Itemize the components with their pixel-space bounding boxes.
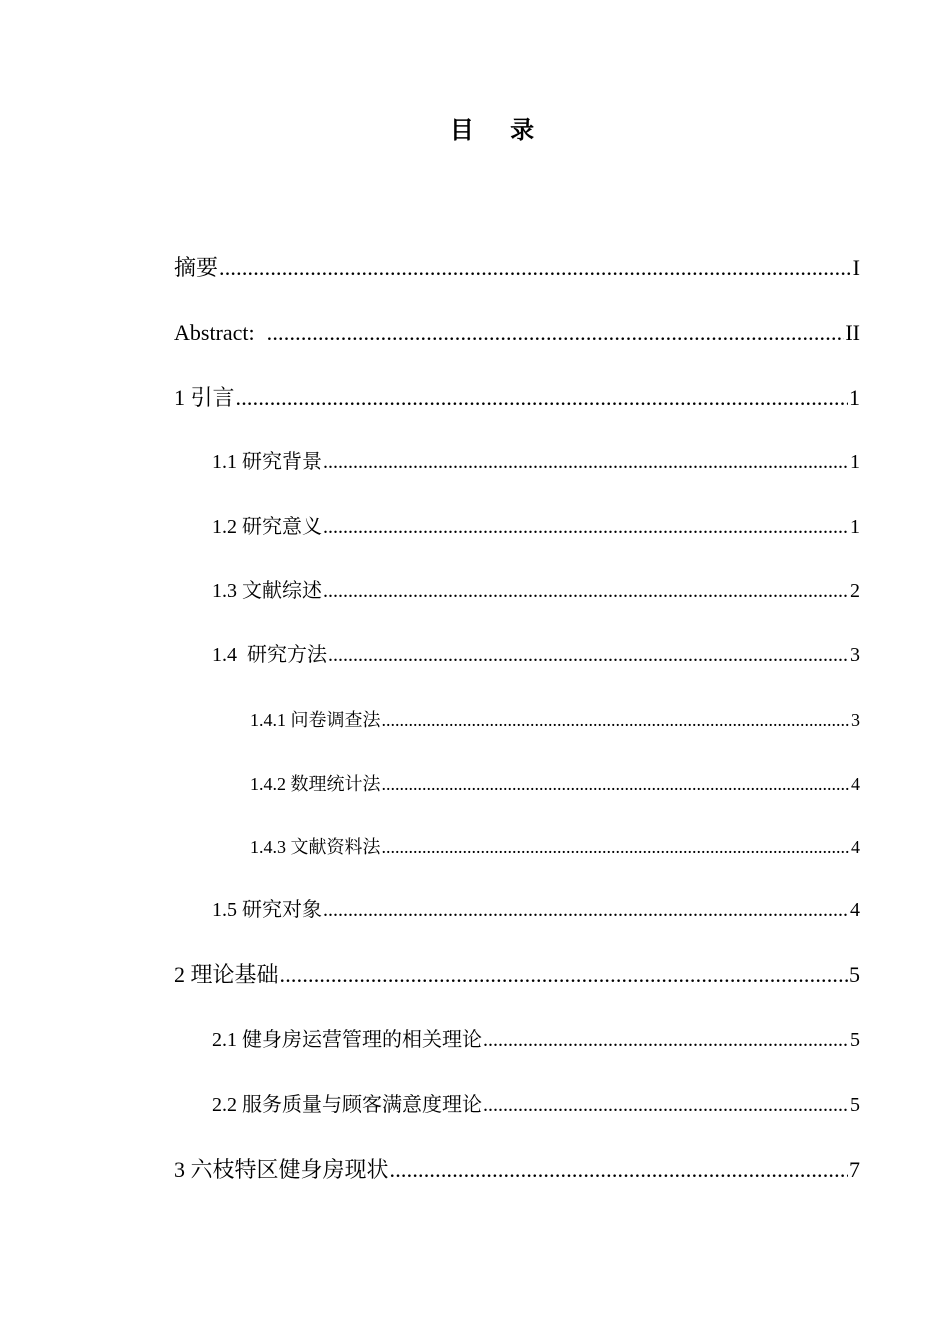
page-title: 目 录 — [449, 116, 549, 144]
toc-entry-text: 2.1 健身房运营管理的相关理论 — [212, 1029, 482, 1051]
toc-entry-chapter-1[interactable] — [174, 382, 860, 414]
toc-entry-text: 3 六枝特区健身房现状 — [174, 1157, 389, 1182]
toc-entry-text: 2 理论基础 — [174, 962, 279, 987]
toc-page-number: 1 — [850, 451, 860, 473]
toc-entry-section-1-1[interactable] — [212, 447, 860, 477]
toc-page-number: 3 — [851, 710, 860, 730]
toc-entry-section-1-4[interactable] — [212, 640, 860, 670]
toc-entry-text: 1.4.2 数理统计法 — [250, 774, 381, 794]
toc-entry-section-1-5[interactable] — [212, 895, 860, 925]
toc-entry-section-1-4-1[interactable] — [250, 706, 860, 734]
toc-page-number: 4 — [851, 837, 860, 857]
toc-dot-leader — [390, 1154, 848, 1186]
toc-page-number: 4 — [851, 774, 860, 794]
toc-page-number: 5 — [849, 962, 860, 987]
toc-dot-leader — [323, 447, 849, 477]
toc-dot-leader — [323, 576, 849, 606]
toc-dot-leader — [483, 1025, 849, 1055]
toc-entry-chapter-3[interactable] — [174, 1154, 860, 1186]
toc-entry-section-1-3[interactable] — [212, 576, 860, 606]
toc-page-number: 5 — [850, 1029, 860, 1051]
toc-dot-leader — [236, 382, 848, 414]
toc-entry-text: 1.1 研究背景 — [212, 451, 322, 473]
toc-dot-leader — [323, 512, 849, 542]
toc-page-number: 7 — [849, 1157, 860, 1182]
toc-dot-leader — [382, 770, 851, 798]
toc-dot-leader — [280, 959, 848, 991]
toc-entry-text: Abstract: — [174, 320, 266, 345]
toc-dot-leader — [267, 317, 845, 349]
toc-dot-leader — [483, 1090, 849, 1120]
toc-dot-leader — [328, 640, 849, 670]
toc-entry-text: 1.4.3 文献资料法 — [250, 837, 381, 857]
toc-page-number: 2 — [850, 580, 860, 602]
toc-entry-text: 1 引言 — [174, 385, 235, 410]
toc-entry-text: 1.3 文献综述 — [212, 580, 322, 602]
toc-entry-text: 1.4.1 问卷调查法 — [250, 710, 381, 730]
toc-page-number: 1 — [849, 385, 860, 410]
toc-entry-section-2-2[interactable] — [212, 1090, 860, 1120]
toc-page-number: 1 — [850, 516, 860, 538]
toc-entry-section-1-2[interactable] — [212, 512, 860, 542]
toc-entry-text: 2.2 服务质量与顾客满意度理论 — [212, 1094, 482, 1116]
toc-entry-text: 1.2 研究意义 — [212, 516, 322, 538]
toc-dot-leader — [382, 833, 851, 861]
toc-entry-abstract-en[interactable] — [174, 317, 860, 349]
toc-page-number: 5 — [850, 1094, 860, 1116]
toc-page-number: II — [845, 320, 860, 345]
toc-page-number: 4 — [850, 899, 860, 921]
toc-entry-section-1-4-2[interactable] — [250, 770, 860, 798]
toc-dot-leader — [323, 895, 849, 925]
toc-entry-section-2-1[interactable] — [212, 1025, 860, 1055]
toc-entry-section-1-4-3[interactable] — [250, 833, 860, 861]
toc-entry-text: 摘要 — [174, 255, 219, 280]
toc-entry-abstract-cn[interactable] — [174, 252, 860, 284]
toc-entry-chapter-2[interactable] — [174, 959, 860, 991]
toc-dot-leader — [382, 706, 851, 734]
toc-page-number: 3 — [850, 644, 860, 666]
toc-dot-leader — [219, 252, 852, 284]
toc-page-number: I — [852, 255, 860, 280]
toc-entry-text: 1.5 研究对象 — [212, 899, 322, 921]
toc-entry-text: 1.4 研究方法 — [212, 644, 327, 666]
